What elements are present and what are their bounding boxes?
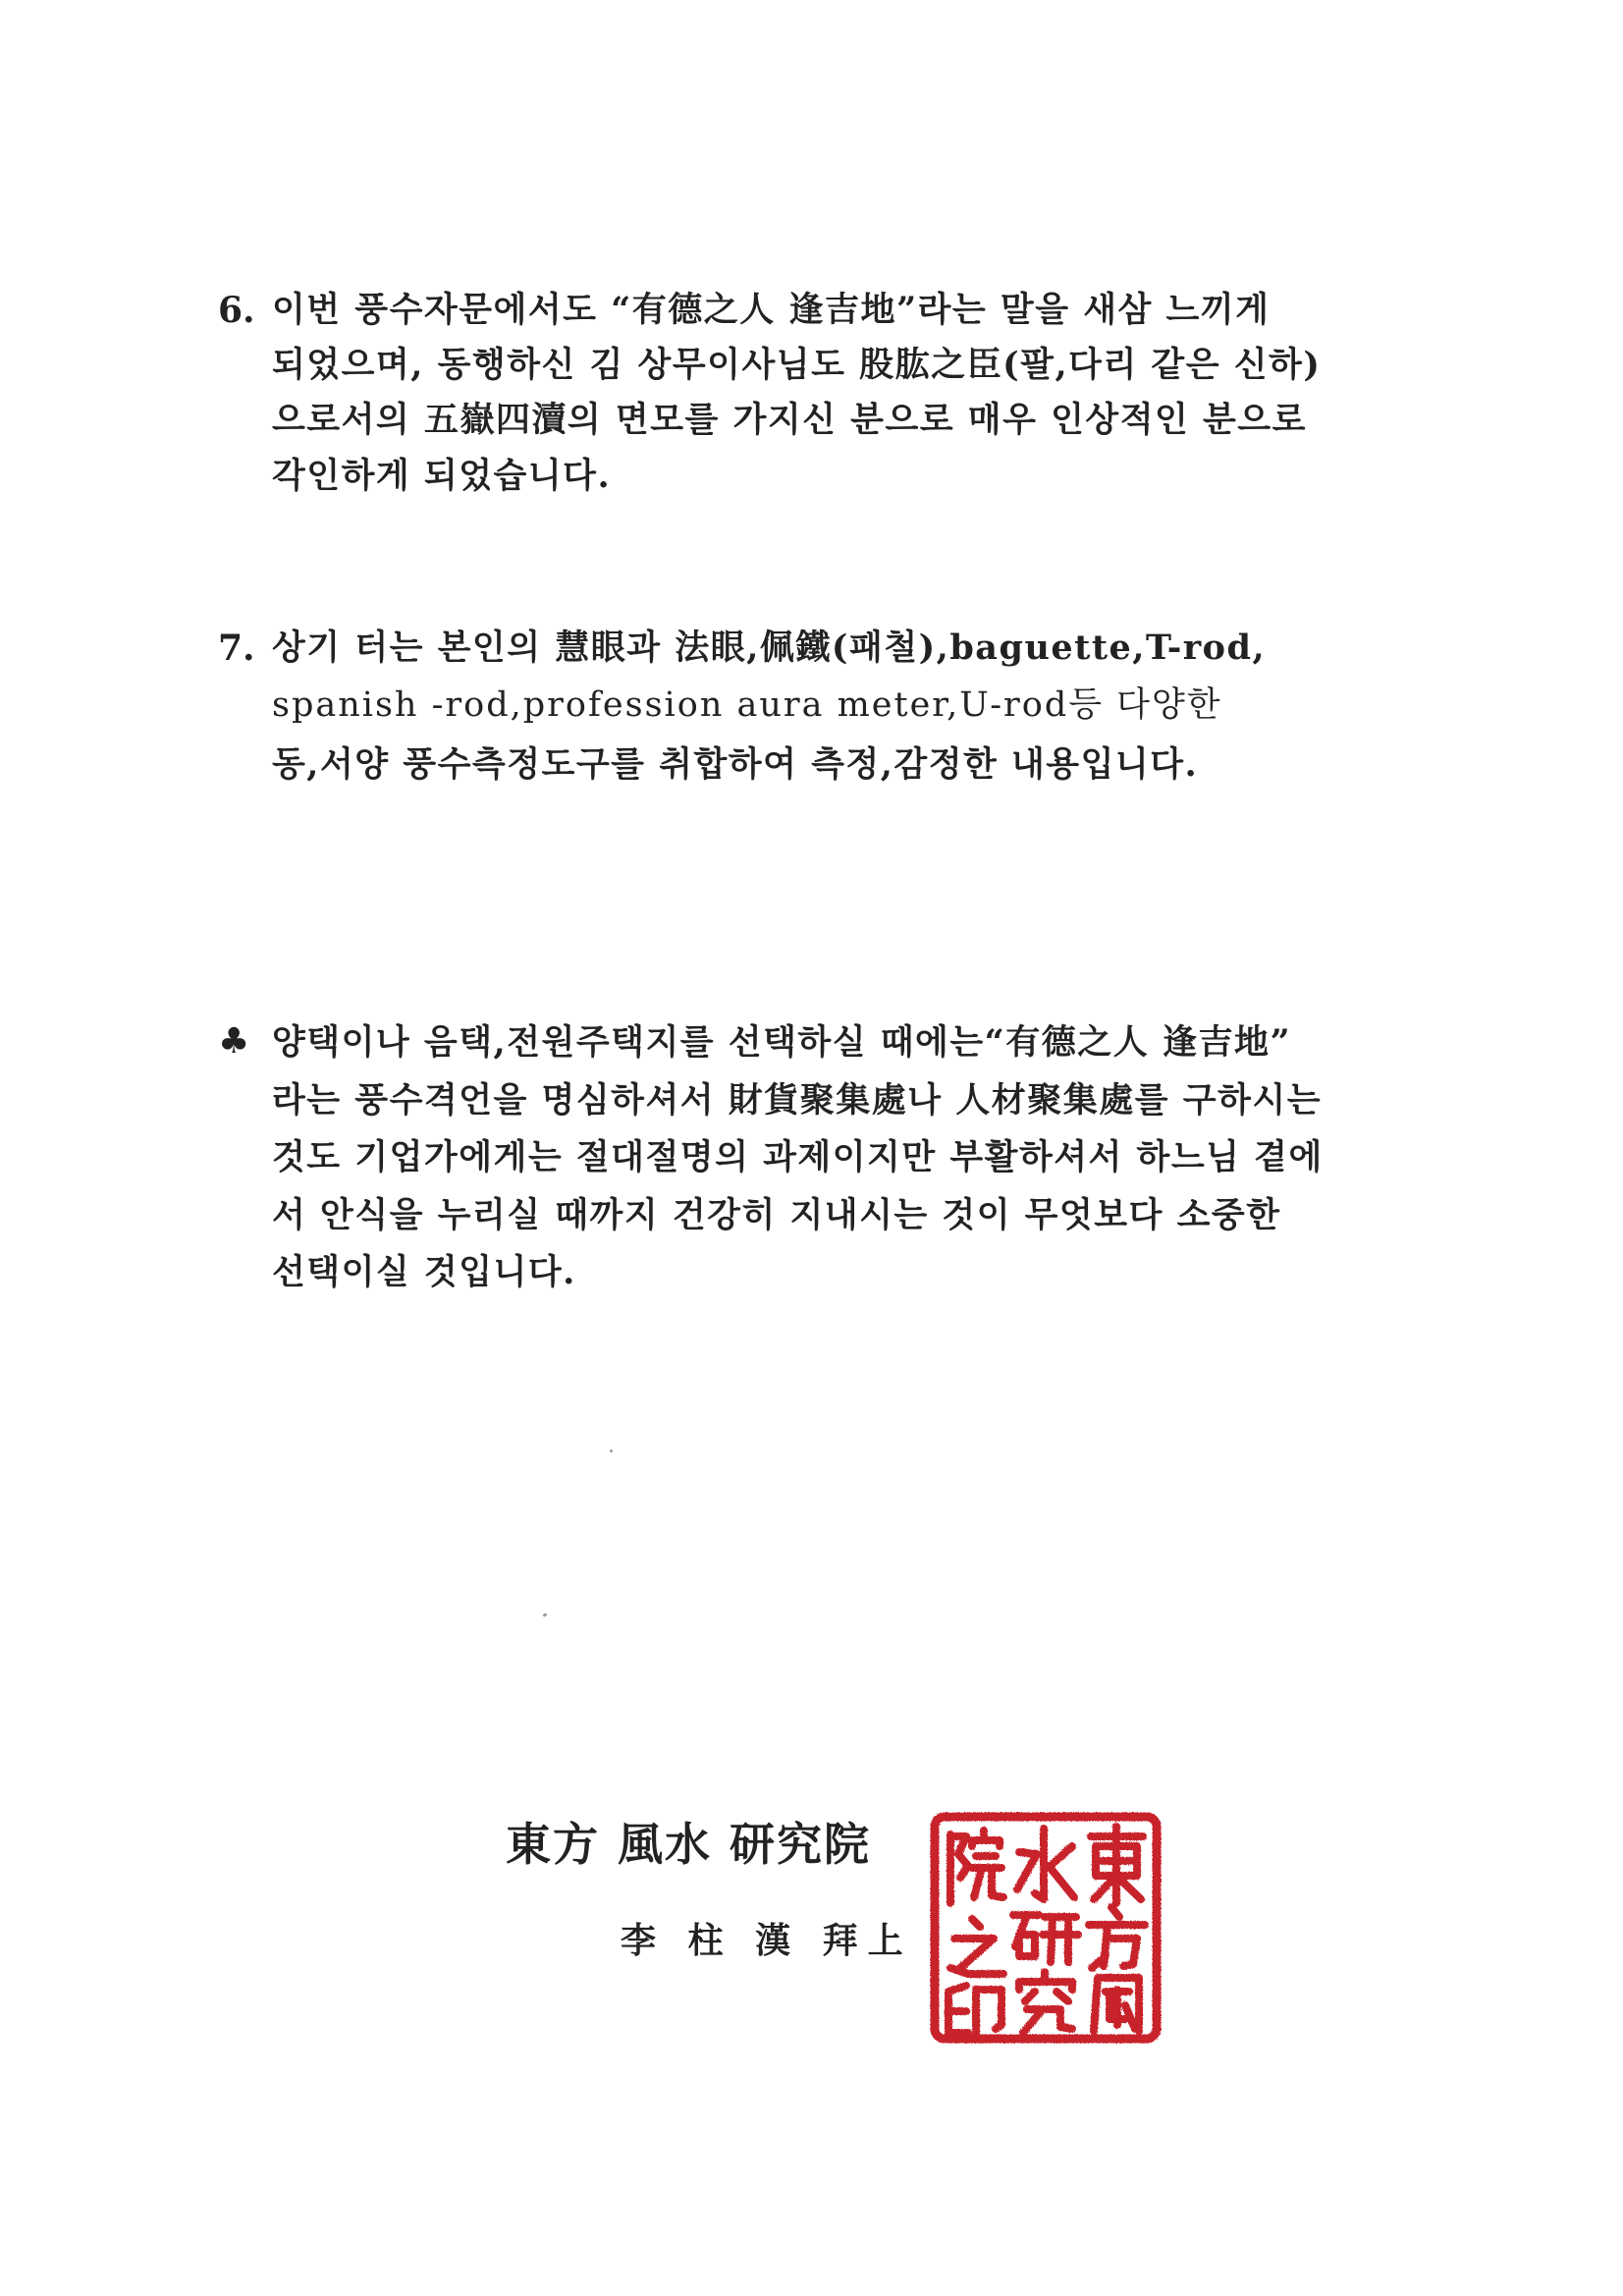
organization-name: 東方 風水 研究院 [506, 1818, 872, 1871]
note-line-5: 선택이실 것입니다. [272, 1252, 576, 1292]
note-line-4: 서 안식을 누리실 때까지 건강히 지내시는 것이 무엇보다 소중한 [272, 1195, 1281, 1235]
item-7-line-1: 상기 터는 본인의 慧眼과 法眼,佩鐵(패철),baguette,T-rod, [272, 628, 1267, 668]
item-6-line-2: 되었으며, 동행하신 김 상무이사님도 股肱之臣(팔,다리 같은 신하) [272, 345, 1322, 385]
author-name: 李 柱 漢 拜上 [621, 1920, 913, 1961]
scan-speck [543, 1613, 548, 1617]
item-6-line-3: 으로서의 五嶽四瀆의 면모를 가지신 분으로 매우 인상적인 분으로 [272, 400, 1307, 440]
scan-speck [610, 1449, 613, 1452]
item-6-line-1: 이번 풍수자문에서도 “有德之人 逢吉地”라는 말을 새삼 느끼게 [272, 290, 1271, 330]
club-bullet-icon: ♣ [218, 1021, 250, 1062]
item-7-line-2: spanish -rod,profession aura meter,U-rod등 다양한 [272, 685, 1222, 725]
seal-stamp-icon [929, 1809, 1164, 2045]
note-line-2: 라는 풍수격언을 명심하셔서 財貨聚集處나 人材聚集處를 구하시는 [272, 1080, 1323, 1121]
note-line-3: 것도 기업가에게는 절대절명의 과제이지만 부활하셔서 하느님 곁에 [272, 1137, 1324, 1177]
note-line-1: 양택이나 음택,전원주택지를 선택하실 때에는“有德之人 逢吉地” [272, 1022, 1292, 1063]
item-7-number: 7. [218, 628, 255, 669]
item-7-line-3: 동,서양 풍수측정도구를 취합하여 측정,감정한 내용입니다. [272, 744, 1199, 785]
item-6-number: 6. [218, 290, 255, 331]
item-6-line-4: 각인하게 되었습니다. [272, 456, 612, 496]
